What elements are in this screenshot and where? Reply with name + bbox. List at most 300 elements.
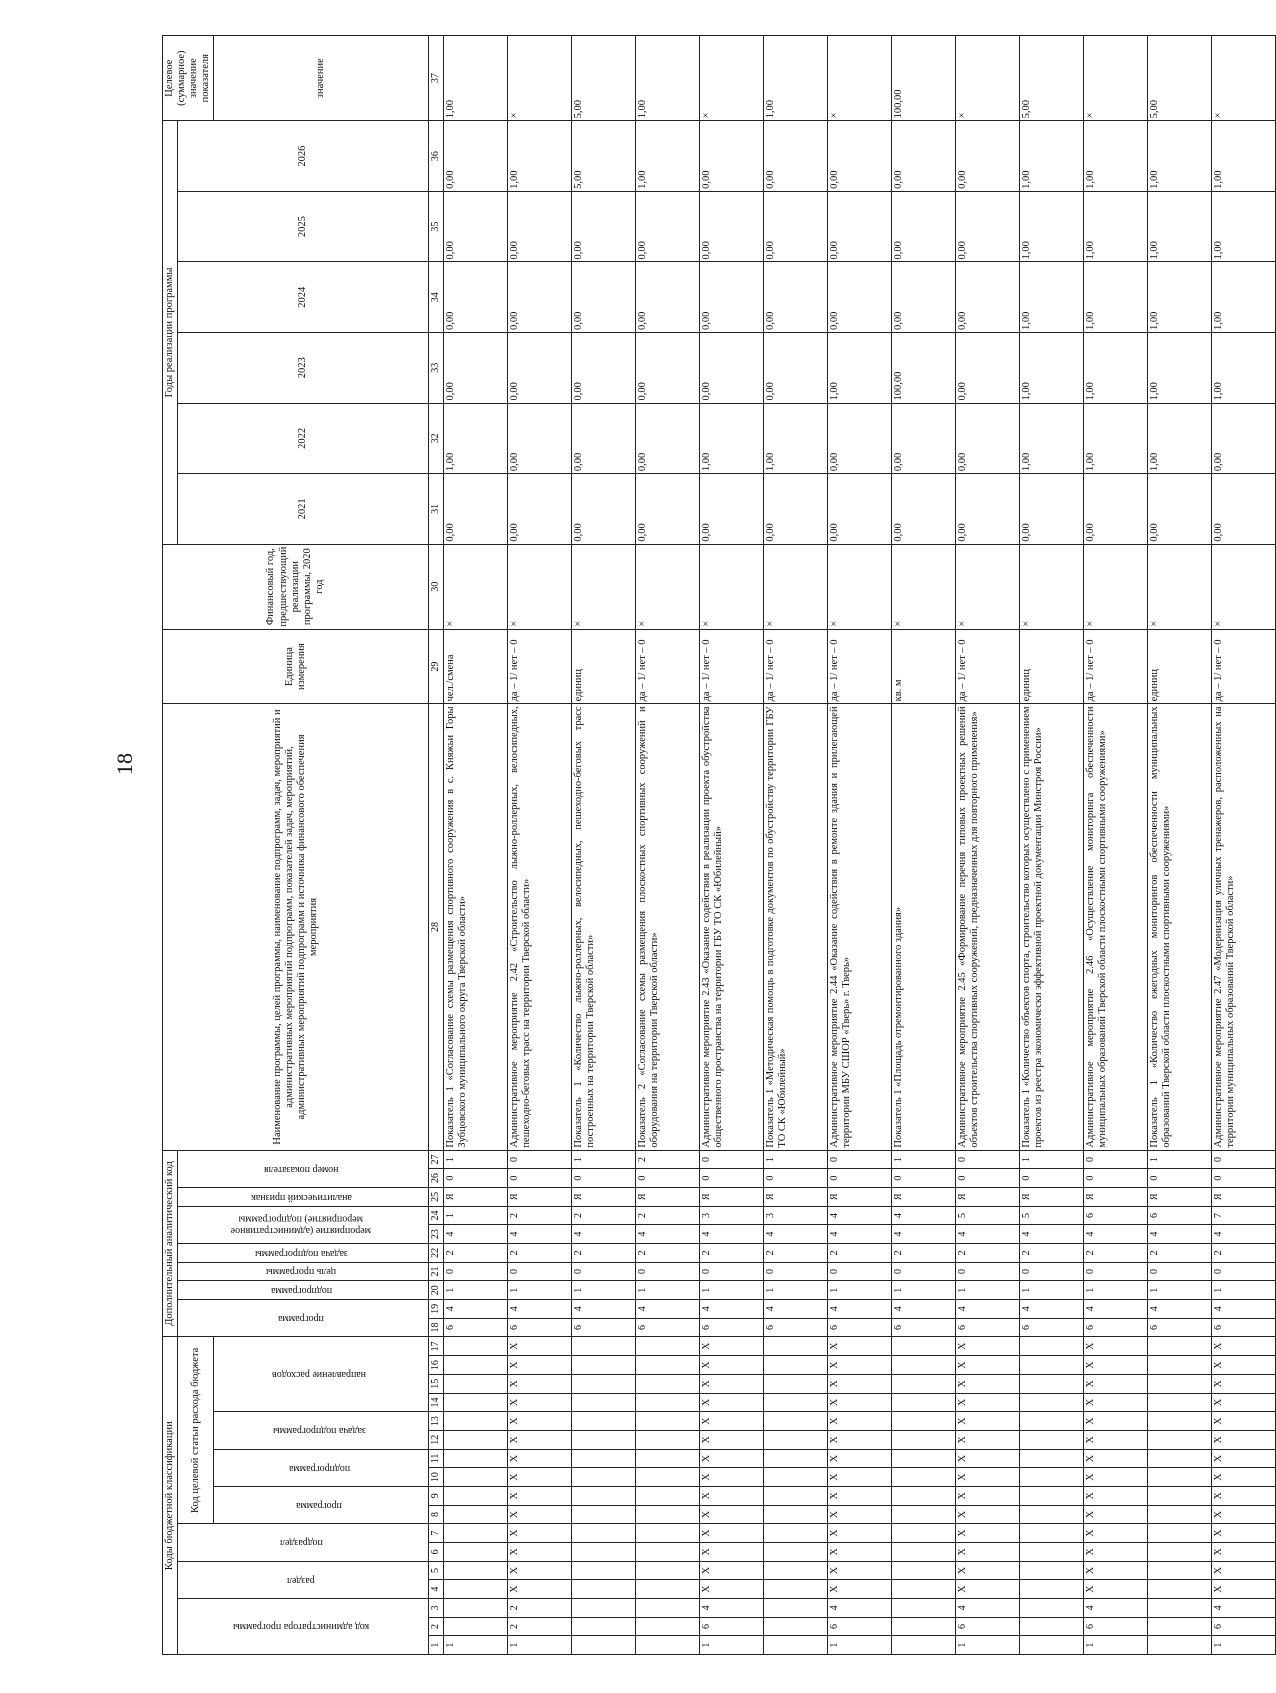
header-year-2026: 2026 [178, 121, 429, 192]
row-year-value: 1,00 [443, 403, 507, 474]
code-cell: 1 [571, 1150, 635, 1169]
header-section: раздел [178, 1561, 429, 1598]
code-cell: X [955, 1486, 1019, 1505]
code-cell: X [955, 1524, 1019, 1543]
row-year-value: 0,00 [827, 262, 891, 333]
code-cell [763, 1542, 827, 1561]
code-cell: X [1083, 1337, 1147, 1356]
code-cell: 4 [827, 1206, 891, 1225]
column-number: 17 [429, 1337, 444, 1356]
code-cell: 1 [827, 1636, 891, 1655]
code-cell [891, 1486, 955, 1505]
code-cell [1019, 1542, 1083, 1561]
row-year-value: 100,00 [891, 332, 955, 403]
column-number: 21 [429, 1262, 444, 1281]
code-cell: 1 [891, 1150, 955, 1169]
code-cell: 4 [1147, 1300, 1211, 1319]
row-target: 5,00 [1019, 36, 1083, 121]
code-cell: 2 [507, 1598, 571, 1617]
header-subsection: подраздел [178, 1524, 429, 1561]
code-cell: 4 [1019, 1300, 1083, 1319]
code-cell: 0 [507, 1262, 571, 1281]
code-cell: 4 [635, 1300, 699, 1319]
row-year-value: 1,00 [1147, 403, 1211, 474]
row-prev-year: × [763, 544, 827, 629]
code-cell: 0 [1019, 1169, 1083, 1188]
code-cell: 0 [955, 1169, 1019, 1188]
code-cell: Я [1211, 1187, 1275, 1206]
header-year-2021: 2021 [178, 474, 429, 545]
row-year-value: 1,00 [1147, 332, 1211, 403]
code-cell: 4 [699, 1598, 763, 1617]
code-cell: X [1211, 1505, 1275, 1524]
code-cell: 0 [1147, 1262, 1211, 1281]
code-cell [571, 1561, 635, 1580]
code-cell [571, 1580, 635, 1599]
code-cell [891, 1393, 955, 1412]
code-cell: X [1211, 1449, 1275, 1468]
code-cell: 4 [1083, 1598, 1147, 1617]
row-year-value: 0,00 [891, 474, 955, 545]
row-year-value: 0,00 [891, 191, 955, 262]
row-year-value: 1,00 [1147, 191, 1211, 262]
code-cell [1147, 1524, 1211, 1543]
code-cell: 3 [763, 1206, 827, 1225]
header-target-article: Код целевой статьи расхода бюджета [178, 1337, 214, 1524]
code-cell: X [699, 1449, 763, 1468]
code-cell [1019, 1468, 1083, 1487]
code-cell: 5 [1019, 1206, 1083, 1225]
column-number: 22 [429, 1244, 444, 1263]
code-cell: 6 [1083, 1206, 1147, 1225]
row-unit: единиц [1019, 629, 1083, 704]
code-cell [1019, 1393, 1083, 1412]
code-cell: 6 [1083, 1318, 1147, 1337]
code-cell [763, 1598, 827, 1617]
row-year-value: 0,00 [763, 191, 827, 262]
code-cell [571, 1598, 635, 1617]
column-number: 13 [429, 1412, 444, 1431]
code-cell [635, 1430, 699, 1449]
table-row [635, 36, 699, 1655]
code-cell: X [827, 1430, 891, 1449]
header-year-2023: 2023 [178, 332, 429, 403]
code-cell [571, 1337, 635, 1356]
code-cell: 1 [1019, 1150, 1083, 1169]
column-number: 32 [429, 403, 444, 474]
code-cell: X [699, 1486, 763, 1505]
code-cell [443, 1561, 507, 1580]
column-number-row [429, 36, 444, 1655]
header-task: задача подпрограммы [214, 1412, 429, 1449]
code-cell: 0 [699, 1262, 763, 1281]
header-ac-indicator: номер показателя [178, 1150, 429, 1187]
row-target: × [1083, 36, 1147, 121]
code-cell: 2 [1211, 1244, 1275, 1263]
row-name: Показатель 1 «Согласование схемы размещения спортивного сооружения в с. Княжьи Горы Зубцовского муниципального округа Тверской области» [443, 704, 507, 1150]
code-cell [763, 1374, 827, 1393]
table-row [891, 36, 955, 1655]
code-cell: 6 [571, 1318, 635, 1337]
code-cell: Я [1083, 1187, 1147, 1206]
row-year-value: 1,00 [1083, 191, 1147, 262]
column-number: 16 [429, 1356, 444, 1375]
code-cell: X [507, 1561, 571, 1580]
column-number: 24 [429, 1206, 444, 1225]
code-cell: X [1083, 1542, 1147, 1561]
code-cell: 3 [699, 1206, 763, 1225]
code-cell: 4 [891, 1206, 955, 1225]
row-year-value: 1,00 [1147, 262, 1211, 333]
code-cell: 6 [699, 1617, 763, 1636]
code-cell [635, 1542, 699, 1561]
code-cell: 5 [955, 1206, 1019, 1225]
code-cell [891, 1449, 955, 1468]
code-cell: X [955, 1374, 1019, 1393]
table-row [1083, 36, 1147, 1655]
row-year-value: 5,00 [571, 121, 635, 192]
header-year-2025: 2025 [178, 191, 429, 262]
code-cell [443, 1430, 507, 1449]
code-cell [763, 1430, 827, 1449]
row-year-value: 0,00 [507, 191, 571, 262]
header-ac-goal: цель программы [178, 1262, 429, 1281]
row-prev-year: × [1083, 544, 1147, 629]
row-year-value: 0,00 [891, 262, 955, 333]
row-year-value: 0,00 [443, 332, 507, 403]
code-cell [635, 1524, 699, 1543]
row-year-value: 0,00 [891, 403, 955, 474]
code-cell: 6 [1083, 1617, 1147, 1636]
row-name: Административное мероприятие 2.46 «Осуществление мониторинга обеспеченности муниципальных образований Тверской области плоскостными спортивными сооружениями» [1083, 704, 1147, 1150]
code-cell: 4 [1211, 1225, 1275, 1244]
code-cell [571, 1468, 635, 1487]
code-cell: 1 [443, 1281, 507, 1300]
header-value: значение [214, 36, 429, 121]
code-cell: 1 [1147, 1150, 1211, 1169]
column-number: 11 [429, 1449, 444, 1468]
code-cell: 4 [1211, 1598, 1275, 1617]
row-year-value: 0,00 [507, 403, 571, 474]
row-year-value: 0,00 [571, 474, 635, 545]
row-year-value: 0,00 [1147, 474, 1211, 545]
code-cell: X [1083, 1505, 1147, 1524]
code-cell: Я [891, 1187, 955, 1206]
row-target: 100,00 [891, 36, 955, 121]
code-cell: 4 [1083, 1225, 1147, 1244]
row-name: Показатель 1 «Количество лыжно-роллерных, велосипедных, пешеходно-беговых трасс построенных на территории Тверской области» [571, 704, 635, 1150]
row-year-value: 1,00 [699, 403, 763, 474]
code-cell: 6 [1147, 1206, 1211, 1225]
code-cell [1147, 1393, 1211, 1412]
code-cell: X [1211, 1561, 1275, 1580]
code-cell: X [1083, 1580, 1147, 1599]
code-cell: 0 [443, 1169, 507, 1188]
code-cell [763, 1449, 827, 1468]
code-cell: X [1083, 1374, 1147, 1393]
code-cell: 0 [1083, 1262, 1147, 1281]
code-cell [891, 1374, 955, 1393]
code-cell: X [1211, 1542, 1275, 1561]
row-year-value: 0,00 [955, 332, 1019, 403]
code-cell: 0 [1083, 1150, 1147, 1169]
code-cell [635, 1580, 699, 1599]
code-cell [1147, 1580, 1211, 1599]
code-cell: 0 [1019, 1262, 1083, 1281]
code-cell: 4 [443, 1300, 507, 1319]
row-name: Административное мероприятие 2.44 «Оказание содействия в ремонте здания и прилегающей территории МБУ СШОР «Тверь» г. Тверь» [827, 704, 891, 1150]
code-cell: X [507, 1505, 571, 1524]
code-cell [443, 1505, 507, 1524]
code-cell [891, 1617, 955, 1636]
code-cell: 2 [1083, 1244, 1147, 1263]
column-number: 15 [429, 1374, 444, 1393]
code-cell: X [699, 1561, 763, 1580]
table-row [763, 36, 827, 1655]
code-cell: 4 [1147, 1225, 1211, 1244]
row-year-value: 0,00 [443, 474, 507, 545]
code-cell: X [1211, 1524, 1275, 1543]
code-cell: X [1083, 1468, 1147, 1487]
code-cell: X [1083, 1561, 1147, 1580]
column-number: 1 [429, 1636, 444, 1655]
header-admin-code: код администратора программы [178, 1598, 429, 1654]
column-number: 27 [429, 1150, 444, 1169]
code-cell: X [955, 1561, 1019, 1580]
code-cell: 4 [1019, 1225, 1083, 1244]
code-cell: X [699, 1356, 763, 1375]
code-cell: 6 [443, 1318, 507, 1337]
code-cell [1147, 1356, 1211, 1375]
code-cell: X [1083, 1449, 1147, 1468]
code-cell [891, 1580, 955, 1599]
code-cell: 0 [891, 1262, 955, 1281]
code-cell: 6 [1147, 1318, 1211, 1337]
code-cell [1147, 1412, 1211, 1431]
code-cell: 4 [507, 1300, 571, 1319]
code-cell [763, 1337, 827, 1356]
row-year-value: 0,00 [1083, 474, 1147, 545]
row-target: × [1211, 36, 1275, 121]
code-cell: X [827, 1468, 891, 1487]
row-year-value: 0,00 [1211, 474, 1275, 545]
row-year-value: 1,00 [1147, 121, 1211, 192]
code-cell: 1 [699, 1281, 763, 1300]
row-year-value: 1,00 [1211, 121, 1275, 192]
table-row [571, 36, 635, 1655]
column-number: 34 [429, 262, 444, 333]
code-cell: 0 [1211, 1262, 1275, 1281]
row-year-value: 1,00 [763, 403, 827, 474]
code-cell [891, 1430, 955, 1449]
code-cell [1019, 1617, 1083, 1636]
row-prev-year: × [635, 544, 699, 629]
code-cell: 1 [763, 1150, 827, 1169]
row-year-value: 0,00 [443, 121, 507, 192]
code-cell: 1 [635, 1281, 699, 1300]
code-cell: 0 [1211, 1150, 1275, 1169]
code-cell: X [1083, 1430, 1147, 1449]
code-cell: 1 [955, 1636, 1019, 1655]
code-cell: 2 [571, 1206, 635, 1225]
row-unit: да – 1/ нет – 0 [1083, 629, 1147, 704]
column-number: 7 [429, 1524, 444, 1543]
code-cell [571, 1356, 635, 1375]
row-prev-year: × [1147, 544, 1211, 629]
code-cell [891, 1356, 955, 1375]
code-cell: 2 [827, 1244, 891, 1263]
code-cell [443, 1580, 507, 1599]
code-cell: X [507, 1542, 571, 1561]
row-prev-year: × [699, 544, 763, 629]
code-cell: X [699, 1393, 763, 1412]
code-cell [1147, 1505, 1211, 1524]
row-year-value: 0,00 [571, 191, 635, 262]
code-cell: 0 [1083, 1169, 1147, 1188]
code-cell: 0 [827, 1150, 891, 1169]
code-cell: 1 [571, 1281, 635, 1300]
code-cell: Я [955, 1187, 1019, 1206]
row-year-value: 0,00 [827, 474, 891, 545]
code-cell: 0 [1147, 1169, 1211, 1188]
row-year-value: 1,00 [1083, 403, 1147, 474]
code-cell: 4 [827, 1300, 891, 1319]
header-ac-sign: аналитический признак [178, 1187, 429, 1206]
header-ac-subprogram: подпрограмма [178, 1281, 429, 1300]
code-cell: 2 [699, 1244, 763, 1263]
code-cell [763, 1393, 827, 1412]
code-cell [763, 1524, 827, 1543]
row-prev-year: × [507, 544, 571, 629]
code-cell [891, 1412, 955, 1431]
code-cell [635, 1617, 699, 1636]
code-cell [635, 1636, 699, 1655]
code-cell: X [827, 1505, 891, 1524]
row-year-value: 0,00 [891, 121, 955, 192]
code-cell: 1 [1083, 1636, 1147, 1655]
column-number: 20 [429, 1281, 444, 1300]
column-number: 12 [429, 1430, 444, 1449]
code-cell [1019, 1449, 1083, 1468]
row-year-value: 1,00 [635, 121, 699, 192]
code-cell: 1 [891, 1281, 955, 1300]
code-cell: X [699, 1524, 763, 1543]
code-cell [571, 1505, 635, 1524]
code-cell: 4 [763, 1225, 827, 1244]
code-cell: 0 [571, 1169, 635, 1188]
code-cell: X [827, 1393, 891, 1412]
column-number: 26 [429, 1169, 444, 1188]
code-cell: 0 [827, 1169, 891, 1188]
row-year-value: 0,00 [443, 191, 507, 262]
code-cell: X [507, 1524, 571, 1543]
row-name: Административное мероприятие 2.43 «Оказание содействия в реализации проекта обустройства общественного пространства на территории ГБУ ТО СК «Юбилейный» [699, 704, 763, 1150]
code-cell [891, 1505, 955, 1524]
code-cell [1019, 1636, 1083, 1655]
code-cell: 4 [955, 1598, 1019, 1617]
code-cell: X [1211, 1337, 1275, 1356]
code-cell: X [827, 1580, 891, 1599]
row-year-value: 0,00 [763, 332, 827, 403]
program-indicators-table [162, 35, 1276, 1655]
code-cell: 7 [1211, 1206, 1275, 1225]
code-cell: X [507, 1449, 571, 1468]
row-prev-year: × [1019, 544, 1083, 629]
row-unit: да – 1/ нет – 0 [507, 629, 571, 704]
row-year-value: 0,00 [635, 332, 699, 403]
row-year-value: 0,00 [955, 474, 1019, 545]
table-row [507, 36, 571, 1655]
row-year-value: 0,00 [635, 474, 699, 545]
code-cell: X [827, 1486, 891, 1505]
code-cell [1147, 1486, 1211, 1505]
code-cell [763, 1636, 827, 1655]
code-cell: 1 [955, 1281, 1019, 1300]
row-year-value: 0,00 [763, 121, 827, 192]
table-row [827, 36, 891, 1655]
row-year-value: 1,00 [1083, 262, 1147, 333]
code-cell: 0 [891, 1169, 955, 1188]
code-cell: 6 [891, 1318, 955, 1337]
code-cell: 2 [443, 1244, 507, 1263]
code-cell: X [507, 1412, 571, 1431]
column-number: 23 [429, 1225, 444, 1244]
code-cell: X [955, 1468, 1019, 1487]
row-prev-year: × [1211, 544, 1275, 629]
row-target: 1,00 [635, 36, 699, 121]
row-unit: да – 1/ нет – 0 [699, 629, 763, 704]
code-cell: 2 [507, 1617, 571, 1636]
code-cell: X [1211, 1430, 1275, 1449]
code-cell: X [1211, 1393, 1275, 1412]
code-cell [891, 1468, 955, 1487]
code-cell: X [827, 1449, 891, 1468]
row-year-value: 0,00 [699, 121, 763, 192]
code-cell [443, 1337, 507, 1356]
code-cell [571, 1617, 635, 1636]
row-unit: да – 1/ нет – 0 [763, 629, 827, 704]
header-years: Годы реализации программы [163, 121, 178, 544]
row-year-value: 0,00 [955, 262, 1019, 333]
code-cell [763, 1356, 827, 1375]
code-cell [571, 1430, 635, 1449]
page-number: 18 [112, 753, 137, 775]
header-year-2024: 2024 [178, 262, 429, 333]
code-cell [571, 1542, 635, 1561]
code-cell: X [699, 1542, 763, 1561]
row-target: × [699, 36, 763, 121]
code-cell [763, 1617, 827, 1636]
row-year-value: 0,00 [507, 474, 571, 545]
code-cell [571, 1636, 635, 1655]
code-cell [443, 1356, 507, 1375]
row-year-value: 0,00 [571, 403, 635, 474]
row-unit: да – 1/ нет – 0 [635, 629, 699, 704]
code-cell: X [1211, 1486, 1275, 1505]
column-number: 5 [429, 1561, 444, 1580]
code-cell: X [1083, 1486, 1147, 1505]
code-cell [1147, 1468, 1211, 1487]
table-row [699, 36, 763, 1655]
code-cell: Я [1019, 1187, 1083, 1206]
code-cell: 4 [955, 1225, 1019, 1244]
code-cell [635, 1374, 699, 1393]
column-number: 25 [429, 1187, 444, 1206]
code-cell [1019, 1580, 1083, 1599]
code-cell [891, 1561, 955, 1580]
header-bk-codes: Коды бюджетной классификации [163, 1337, 178, 1655]
row-name: Показатель 2 «Согласование схемы размещения плоскостных спортивных сооружений и оборудования на территории Тверской области» [635, 704, 699, 1150]
